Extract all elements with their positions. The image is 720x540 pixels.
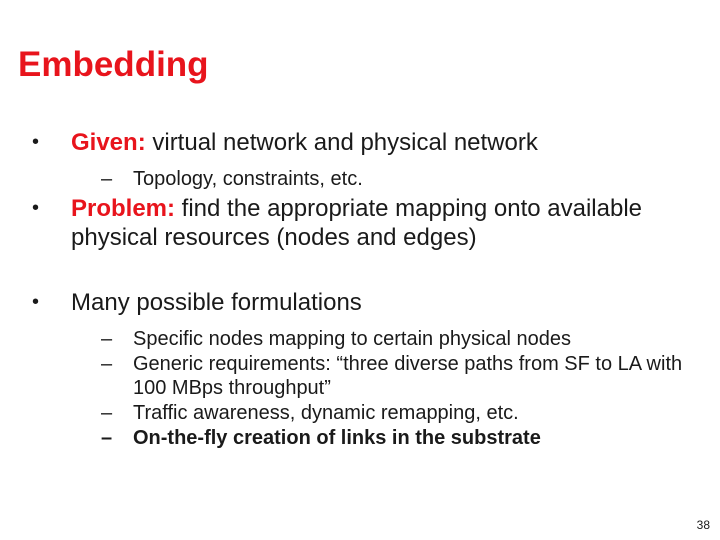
sub-bullet-traffic-awareness <box>30 401 690 425</box>
bullet-dot-icon: • <box>32 291 40 313</box>
bullet-given <box>30 128 690 157</box>
bullet-text: Many possible formulations <box>71 289 362 316</box>
dash-icon: – <box>101 353 113 375</box>
sub-bullet-generic-requirements <box>30 352 690 400</box>
bullet-formulations <box>30 288 690 317</box>
bullet-highlight: Problem: <box>71 195 176 222</box>
dash-icon: – <box>101 328 113 350</box>
sub-bullet-specific-nodes <box>30 327 690 351</box>
bullet-list <box>30 128 690 451</box>
sub-bullet-text: Specific nodes mapping to certain physical nodes <box>133 328 572 350</box>
sub-bullet-text: Generic requirements: “three diverse paths from SF to LA with 100 MBps throughput” <box>133 353 683 399</box>
bullet-dot-icon: • <box>32 131 40 153</box>
dash-icon: – <box>101 168 113 190</box>
bullet-dot-icon: • <box>32 197 40 219</box>
slide-title: Embedding <box>18 45 209 84</box>
bullet-text: virtual network and physical network <box>145 129 538 156</box>
sub-bullet-text: Topology, constraints, etc. <box>133 168 363 190</box>
sub-bullet-on-the-fly <box>30 426 690 450</box>
dash-icon: – <box>101 427 113 449</box>
page-number: 38 <box>696 518 710 532</box>
sub-bullet-text: On-the-fly creation of links in the substrate <box>133 427 541 449</box>
bullet-highlight: Given: <box>71 129 146 156</box>
dash-icon: – <box>101 402 113 424</box>
bullet-text: find the appropriate mapping onto available physical resources (nodes and edges) <box>71 195 643 251</box>
bullet-problem <box>30 194 690 252</box>
sub-bullet-topology <box>30 167 690 191</box>
sub-bullet-text: Traffic awareness, dynamic remapping, etc. <box>133 402 519 424</box>
